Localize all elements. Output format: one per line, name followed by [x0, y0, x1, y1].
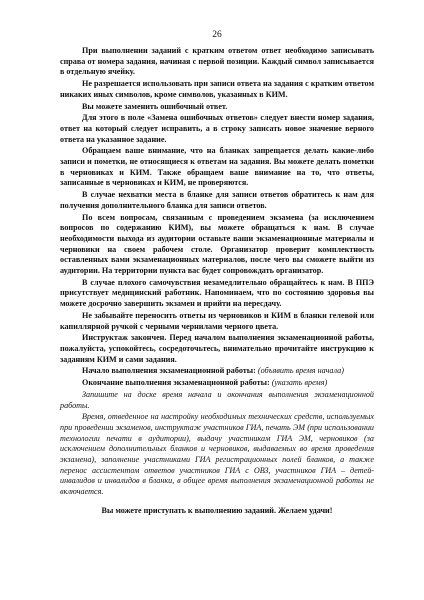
end-time-line — [60, 378, 374, 389]
start-time-note: (объявить время начала) — [257, 366, 344, 376]
paragraph-briefing-over: Инструктаж закончен. Перед началом выполнения экзаменационной работы, пожалуйста, успокойтесь, сосредоточьтесь, внимательно прочитайте инструкцию к заданиям КИМ и сами задания. — [60, 333, 374, 364]
paragraph-symbols-rule: Не разрешается использовать при записи ответа на задания с кратким ответом никаких иных символов, кроме символов, указанных в КИМ. — [60, 79, 374, 99]
paragraph-questions-exit: По всем вопросам, связанным с проведением экзамена (за исключением вопросов по содержанию КИМ), вы можете обращаться к нам. В случае необходимости выхода из аудитории оставьте ваши экзаменационные материалы и черновики на своем рабочем столе. Организатор проверит комплектность оставленных вами экзаменационных материалов, после чего вы сможете выйти из аудитории. На территории пункта вас будет сопровождать организатор. — [60, 212, 374, 276]
start-time-label: Начало выполнения экзаменационной работы: — [82, 366, 256, 376]
paragraph-health: В случае плохого самочувствия незамедлительно обращайтесь к нам. В ППЭ присутствует медицинский работник. Напоминаем, что по состоянию здоровья вы можете досрочно завершить экзамен и прийти на пересдачу. — [60, 277, 374, 309]
paragraph-time-not-included: Время, отведенное на настройку необходимых технических средств, используемых при проведении экзаменов, инструктаж участников ГИА, печать ЭМ (при использовании технологии печати в аудитории), выдачу участникам ГИА ЭМ, черновиков (за исключением дополнительных бланков и черновиков, выдаваемых во время проведения экзамена), заполнение участниками ГИА регистрационных полей бланков, а также перенос ассистентом ответов участников ГИА с ОВЗ, участников ГИА – детей-инвалидов и инвалидов в бланки, в общее время выполнения экзаменационной работы не включается. — [60, 412, 374, 497]
paragraph-write-time: Запишите на доске время начала и окончания выполнения экзаменационной работы. — [60, 389, 374, 410]
paragraph-notes-warning: Обращаем ваше внимание, что на бланках запрещается делать какие-либо записи и пометки, не относящиеся к ответам на задания. Вы можете делать пометки в черновиках и КИМ. Также обращаем ваше внимание на то, что ответы, записанные в черновиках и КИМ, не проверяются. — [60, 146, 374, 188]
paragraph-extra-form: В случае нехватки места в бланке для записи ответов обратитесь к нам для получения дополнительного бланка для записи ответов. — [60, 190, 374, 210]
paragraph-short-answer-rules: При выполнении заданий с кратким ответом ответ необходимо записывать справа от номера задания, начиная с первой позиции. Каждый символ записывается в отдельную ячейку. — [60, 46, 374, 77]
paragraph-transfer-answers: Не забывайте переносить ответы из черновиков и КИМ в бланки гелевой или капиллярной ручкой с черными чернилами черного цвета. — [60, 310, 374, 331]
paragraph-replace-field: Для этого в поле «Замена ошибочных ответов» следует внести номер задания, ответ на который следует исправить, а в строку записать новое значение верного ответа на указанное задание. — [60, 113, 374, 144]
start-time-line — [60, 366, 374, 377]
end-time-note: (указать время) — [271, 378, 328, 388]
page-number: 26 — [212, 30, 222, 40]
paragraph-replace-answer: Вы можете заменить ошибочный ответ. — [82, 101, 228, 111]
closing-line: Вы можете приступать к выполнению заданий. Желаем удачи! — [101, 505, 333, 515]
end-time-label: Окончание выполнения экзаменационной работы: — [82, 378, 270, 388]
